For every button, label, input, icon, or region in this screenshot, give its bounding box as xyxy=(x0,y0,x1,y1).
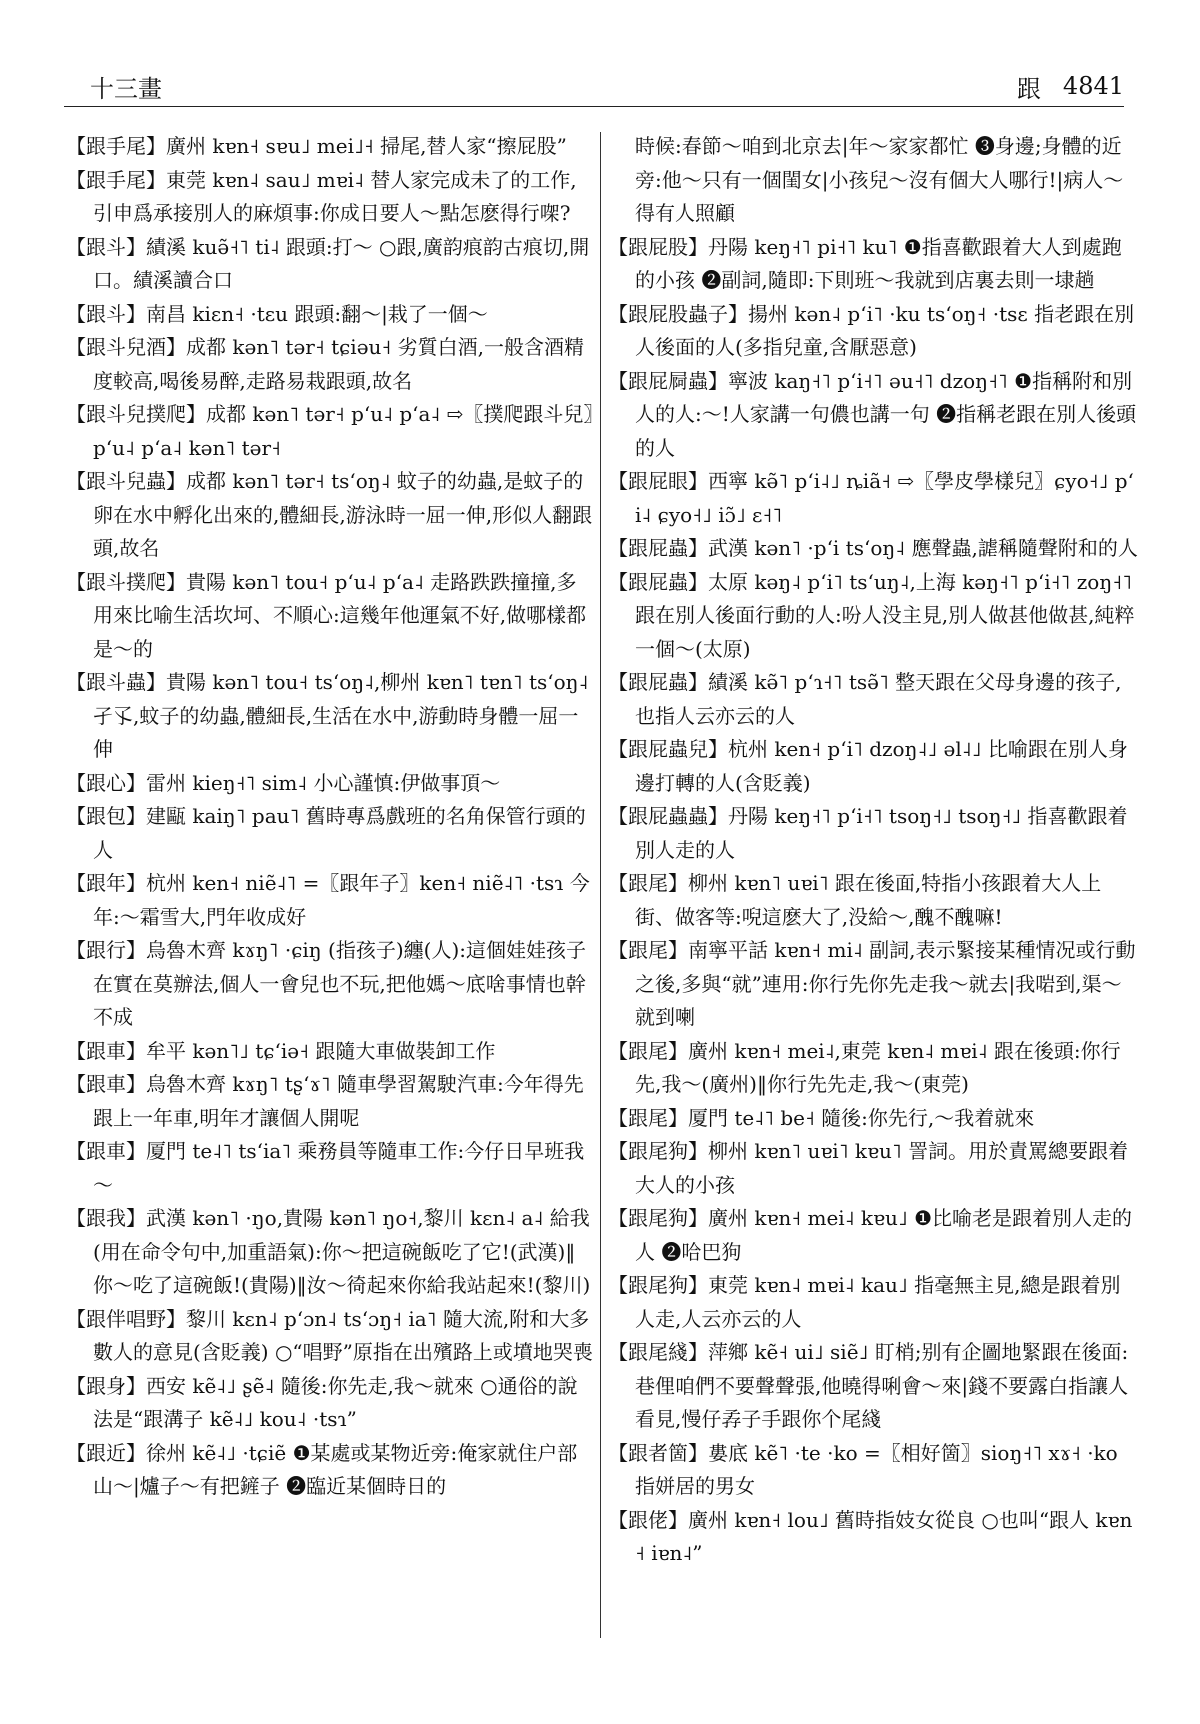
entry-definition: 西安 kẽ˨˩ ʂẽ˨ 隨後:你先走,我～就來 ○通俗的說法是“跟溝子 kẽ˨˩ kou˨ ·tsɿ” xyxy=(93,1373,578,1431)
dictionary-entry xyxy=(608,1102,1138,1136)
dictionary-entry xyxy=(608,566,1138,667)
entry-headword: 【跟身】 xyxy=(66,1373,146,1398)
entry-headword: 【跟車】 xyxy=(66,1139,146,1163)
entry-headword: 【跟屁蟲蟲】 xyxy=(608,804,728,828)
entry-headword: 【跟我】 xyxy=(66,1206,146,1230)
entry-headword: 【跟近】 xyxy=(66,1440,146,1465)
entry-headword: 【跟屁蟲】 xyxy=(608,569,708,594)
entry-headword: 【跟包】 xyxy=(66,804,146,828)
entry-definition: 杭州 ken˧ pʻi˥ dzoŋ˨˩ əl˨˩ 比喻跟在別人身邊打轉的人(含貶義) xyxy=(635,737,1128,795)
dictionary-entry xyxy=(66,231,594,298)
entry-headword: 【跟尾狗】 xyxy=(608,1273,708,1297)
entry-definition: 廣州 kɐn˧ mei˨,東莞 kɐn˨ mɐi˨ 跟在後頭:你行先,我～(廣州)‖你行先先走,我～(東莞) xyxy=(635,1038,1121,1096)
page-header xyxy=(90,64,1124,108)
dictionary-entry xyxy=(66,1303,594,1370)
entry-definition: 烏魯木齊 kɤŋ˥ ·ɕiŋ (指孩子)纏(人):這個娃娃孩子在實在莫辦法,個人一會兒也不玩,把他媽～底啥事情也幹不成 xyxy=(93,938,586,1029)
entry-definition: 東莞 kɐn˨ mɐi˨ kau˩ 指毫無主見,總是跟着別人走,人云亦云的人 xyxy=(635,1273,1121,1331)
entry-headword: 【跟斗蟲】 xyxy=(66,670,166,694)
entry-headword: 【跟斗撲爬】 xyxy=(66,569,186,594)
dictionary-entry xyxy=(608,1035,1138,1102)
dictionary-entry xyxy=(66,1437,594,1504)
entry-definition: 寧波 kaŋ˧˥ pʻi˧˥ əu˧˥ dzoŋ˧˥ ❶指稱附和別人的人:～!人家講一句儂也講一句 ❷指稱老跟在別人後頭的人 xyxy=(635,368,1137,460)
entry-headword: 【跟屁股蟲子】 xyxy=(608,301,748,326)
entry-headword: 【跟尾狗】 xyxy=(608,1206,708,1230)
entry-definition: 建甌 kaiŋ˥ pau˥ 舊時專爲戲班的名角保管行頭的人 xyxy=(93,804,586,862)
entry-headword: 【跟屁蟲】 xyxy=(608,670,708,694)
entry-headword: 【跟佬】 xyxy=(608,1507,688,1532)
dictionary-entry xyxy=(66,465,594,566)
entry-definition: 杭州 ken˧ niẽ˨˥ =〖跟年子〗ken˧ niẽ˨˥ ·tsɿ 今年:～霜雪大,門年收成好 xyxy=(93,871,590,929)
dictionary-entry xyxy=(66,867,594,934)
entry-definition: 廣州 kɐn˧ sɐu˩ mei˩˧ 掃尾,替人家“擦屁股” xyxy=(166,134,567,158)
entry-headword: 【跟尾】 xyxy=(608,938,688,962)
entry-definition: 西寧 kə̃˥ pʻi˨˩ ȵiã˧ ⇨〖學皮學樣兒〗ɕyo˧˩ pʻi˨ ɕyo˧˩ iɔ̃˩ ɛ˧˥ xyxy=(635,469,1134,527)
dictionary-entry xyxy=(66,130,594,164)
dictionary-entry xyxy=(608,298,1138,365)
dictionary-entry xyxy=(608,666,1138,733)
section-label: 十三畫 xyxy=(90,74,162,103)
entry-definition: 貴陽 kən˥ tou˧ pʻu˨ pʻa˨ 走路跌跌撞撞,多用來比喻生活坎坷、不順心:這幾年他運氣不好,做哪樣都是～的 xyxy=(93,569,587,661)
entry-definition: 武漢 kən˥ ·pʻi tsʻoŋ˨ 應聲蟲,謔稱隨聲附和的人 xyxy=(708,536,1138,560)
header-right xyxy=(1017,69,1124,104)
entry-definition: 成都 kən˥ tər˧ pʻu˨ pʻa˨ ⇨〖撲爬跟斗兒〗pʻu˨ pʻa˨ kən˥ tər˧ xyxy=(93,402,594,460)
entry-headword: 【跟斗】 xyxy=(66,301,146,326)
entry-headword: 【跟尾狗】 xyxy=(608,1139,708,1163)
dictionary-entry xyxy=(66,298,594,332)
page-number: 4841 xyxy=(1062,72,1124,100)
dictionary-entry xyxy=(66,1068,594,1135)
dictionary-entry xyxy=(66,1370,594,1437)
dictionary-entry xyxy=(608,465,1138,532)
dictionary-entry xyxy=(608,532,1138,566)
entry-definition: 柳州 kɐn˥ uɐi˥ 跟在後面,特指小孩跟着大人上街、做客等:唲這麽大了,没給～,醜不醜嘛! xyxy=(635,871,1102,929)
right-column xyxy=(608,130,1138,1571)
entry-headword: 【跟斗兒蟲】 xyxy=(66,469,186,493)
dictionary-entry xyxy=(608,1437,1138,1504)
entry-definition: 柳州 kɐn˥ uɐi˥ kɐu˥ 詈詞。用於責罵總要跟着大人的小孩 xyxy=(635,1139,1129,1197)
dictionary-entry xyxy=(66,767,594,801)
entry-definition: 成都 kən˥ tər˧ tsʻoŋ˨ 蚊子的幼蟲,是蚊子的卵在水中孵化出來的,體細長,游泳時一屈一伸,形似人翻跟頭,故名 xyxy=(93,469,593,560)
entry-headword: 【跟車】 xyxy=(66,1038,146,1063)
entry-headword: 【跟車】 xyxy=(66,1072,146,1096)
dictionary-entry xyxy=(66,1135,594,1202)
entry-definition: 成都 kən˥ tər˧ tɕiəu˧ 劣質白酒,一般含酒精度較高,喝後易醉,走路易栽跟頭,故名 xyxy=(93,335,584,393)
entry-definition: 黎川 kɛn˨ pʻɔn˨ tsʻɔŋ˧ ia˥ 隨大流,附和大多數人的意見(含貶義) ○“唱野”原指在出殯路上或墳地哭喪 xyxy=(93,1306,593,1364)
entry-definition: 丹陽 keŋ˧˥ pʻi˧˥ tsoŋ˧˩ tsoŋ˧˩ 指喜歡跟着別人走的人 xyxy=(635,804,1128,862)
dictionary-entry xyxy=(608,130,1138,231)
entry-definition: 績溪 kə̃˥ pʻɿ˧˥ tsə̃˥ 整天跟在父母身邊的孩子,也指人云亦云的人 xyxy=(635,670,1122,728)
column-divider xyxy=(600,132,601,1638)
dictionary-entry xyxy=(608,231,1138,298)
entry-headword: 【跟心】 xyxy=(66,770,146,795)
entry-headword: 【跟手尾】 xyxy=(66,134,166,158)
dictionary-entry xyxy=(608,1135,1138,1202)
entry-definition: 南昌 kiɛn˧ ·tɛu 跟頭:翻～|栽了一個～ xyxy=(146,301,488,326)
dictionary-entry xyxy=(608,1202,1138,1269)
entry-definition: 時候:春節～咱到北京去|年～家家都忙 ❸身邊;身體的近旁:他～只有一個閨女|小孩兒～沒有個大人哪行!|病人～得有人照顧 xyxy=(635,134,1124,225)
entry-definition: 牟平 kən˥˩ tɕʻiə˧ 跟隨大車做裝卸工作 xyxy=(146,1038,496,1063)
entry-headword: 【跟尾】 xyxy=(608,1038,688,1063)
entry-definition: 太原 kəŋ˨ pʻi˥ tsʻuŋ˨,上海 kəŋ˧˥ pʻi˧˥ zoŋ˧˥ 跟在別人後面行動的人:吩人没主見,別人做甚他做甚,純粹一個～(太原) xyxy=(635,569,1135,661)
dictionary-entry xyxy=(66,1035,594,1069)
entry-definition: 萍鄉 kẽ˧ ui˩ siẽ˩ 盯梢;别有企圖地緊跟在後面:巷俚咱們不要聲聲張,他曉得唎會～來|錢不要露白指讓人看見,慢仔孨子手跟你个尾綫 xyxy=(635,1340,1129,1431)
dictionary-entry xyxy=(66,331,594,398)
entry-headword: 【跟手尾】 xyxy=(66,167,166,192)
dictionary-entry xyxy=(66,566,594,667)
entry-headword: 【跟年】 xyxy=(66,871,146,895)
entry-definition: 南寧平話 kɐn˧ mi˨ 副詞,表示緊接某種情况或行動之後,多與“就”連用:你行先你先走我～就去|我啱到,渠～就到喇 xyxy=(635,938,1136,1029)
entry-headword: 【跟斗兒撲爬】 xyxy=(66,402,206,426)
dictionary-entry xyxy=(66,1202,594,1303)
entry-headword: 【跟尾】 xyxy=(608,1105,688,1130)
dictionary-entry xyxy=(608,733,1138,800)
entry-headword: 【跟屁蟲】 xyxy=(608,536,708,560)
headword-char: 跟 xyxy=(1016,74,1041,103)
dictionary-entry xyxy=(66,666,594,767)
entry-definition: 廣州 kɐn˧ mei˨ kɐu˩ ❶比喻老是跟着別人走的人 ❷哈巴狗 xyxy=(635,1206,1132,1264)
entry-definition: 廣州 kɐn˧ lou˩ 舊時指妓女從良 ○也叫“跟人 kɐn˧ iɐn˨” xyxy=(635,1507,1133,1565)
dictionary-entry xyxy=(608,365,1138,466)
entry-headword: 【跟尾綫】 xyxy=(608,1340,708,1364)
entry-headword: 【跟斗兒酒】 xyxy=(66,335,186,359)
entry-definition: 厦門 te˨˥ tsʻia˥ 乘務員等隨車工作:今仔日早班我～ xyxy=(93,1139,585,1197)
entry-definition: 武漢 kən˥ ·ŋo,貴陽 kən˥ ŋo˧,黎川 kɛn˨ a˨ 給我(用在命令句中,加重語氣):你～把這碗飯吃了它!(武漢)‖你～吃了這碗飯!(貴陽)‖汝～徛起來你給我站起來!(黎川) xyxy=(93,1206,591,1297)
entry-headword: 【跟屁眼】 xyxy=(608,469,708,493)
left-column xyxy=(66,130,594,1504)
entry-definition: 徐州 kẽ˨˩ ·tɕiẽ ❶某處或某物近旁:俺家就住户部山～|爐子～有把鏟子 ❷臨近某個時日的 xyxy=(93,1440,578,1498)
entry-headword: 【跟伴唱野】 xyxy=(66,1306,186,1331)
entry-definition: 厦門 te˨˥ be˧ 隨後:你先行,～我着就來 xyxy=(688,1105,1035,1130)
entry-headword: 【跟尾】 xyxy=(608,871,688,895)
entry-headword: 【跟行】 xyxy=(66,938,146,962)
entry-headword: 【跟屁股】 xyxy=(608,234,708,259)
header-rule xyxy=(64,106,1124,107)
entry-definition: 貴陽 kən˥ tou˧ tsʻoŋ˨,柳州 kɐn˥ tɐn˥ tsʻoŋ˨ 孑孓,蚊子的幼蟲,體細長,生活在水中,游動時身體一屈一伸 xyxy=(93,670,589,761)
dictionary-entry xyxy=(608,1504,1138,1571)
entry-headword: 【跟屁蟲兒】 xyxy=(608,737,728,761)
dictionary-entry xyxy=(608,1336,1138,1437)
dictionary-entry xyxy=(608,934,1138,1035)
dictionary-entry xyxy=(66,398,594,465)
dictionary-entry xyxy=(66,800,594,867)
entry-headword: 【跟屁屙蟲】 xyxy=(608,368,728,393)
entry-definition: 揚州 kən˨ pʻi˥ ·ku tsʻoŋ˧ ·tsɛ 指老跟在別人後面的人(多指兒童,含厭惡意) xyxy=(635,301,1135,359)
entry-definition: 婁底 kẽ˥ ·te ·ko =〖相好箇〗sioŋ˧˥ xɤ˧ ·ko 指姘居的男女 xyxy=(635,1440,1118,1498)
entry-headword: 【跟者箇】 xyxy=(608,1440,708,1465)
entry-definition: 東莞 kɐn˨ sau˩ mɐi˨ 替人家完成未了的工作,引申爲承接別人的麻煩事:你成日要人～點怎麽得行㗎? xyxy=(93,167,577,225)
dictionary-entry xyxy=(608,800,1138,867)
entry-definition: 雷州 kieŋ˧˥ sim˨ 小心謹慎:伊做事頂～ xyxy=(146,770,501,795)
dictionary-entry xyxy=(608,1269,1138,1336)
entry-definition: 績溪 kuə̃˧˥ ti˨ 跟頭:打～ ○跟,廣韵痕韵古痕切,開口。績溪讀合口 xyxy=(93,234,590,292)
dictionary-entry xyxy=(66,164,594,231)
entry-headword: 【跟斗】 xyxy=(66,234,146,259)
entry-definition: 丹陽 keŋ˧˥ pi˧˥ ku˥ ❶指喜歡跟着大人到處跑的小孩 ❷副詞,隨即:下則班～我就到店裏去則一埭趟 xyxy=(635,234,1122,292)
entry-definition: 烏魯木齊 kɤŋ˥ tʂʻɤ˥ 隨車學習駕駛汽車:今年得先跟上一年車,明年才讓個人開呢 xyxy=(93,1072,584,1130)
dictionary-entry xyxy=(608,867,1138,934)
dictionary-entry xyxy=(66,934,594,1035)
